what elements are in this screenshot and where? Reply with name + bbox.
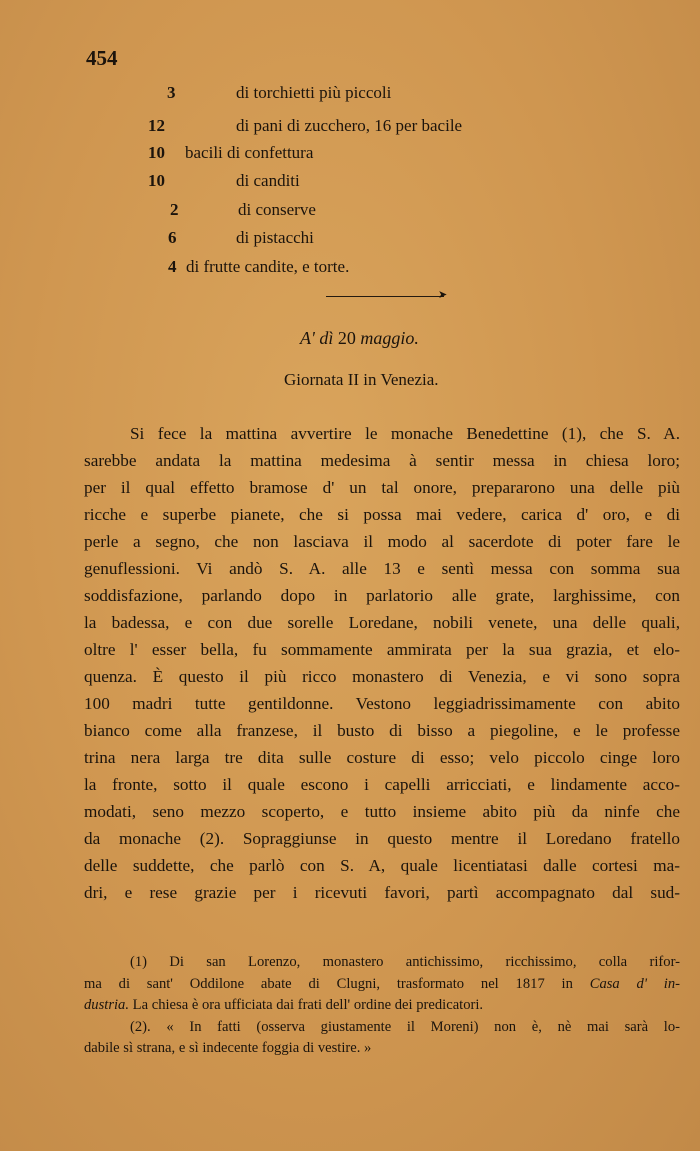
text-line: quenza. È questo il più ricco monastero di Venezia, e vi sono sopra <box>84 667 680 686</box>
text-line: Si fece la mattina avvertire le monache Benedettine (1), che S. A. <box>130 424 680 443</box>
text-line: modati, seno mezzo scoperto, e tutto insieme abito più da ninfe che <box>84 802 680 821</box>
footnote-1-line <box>84 974 680 996</box>
text-line: sarebbe andata la mattina medesima à sentir messa in chiesa loro; <box>84 451 680 470</box>
footnote-1-line: (1) Di san Lorenzo, monastero antichissimo, ricchissimo, colla rifor- <box>130 954 680 970</box>
text-line: trina nera larga tre dita sulle costure di esso; velo piccolo cinge loro <box>84 748 680 767</box>
list-qty: 2 <box>170 200 179 219</box>
footnotes <box>84 952 680 1060</box>
list-desc: di torchietti più piccoli <box>236 83 392 102</box>
date-heading <box>300 328 419 349</box>
list-desc: di canditi <box>236 171 300 190</box>
footnote-2-line: (2). « In fatti (osserva giustamente il Moreni) non è, nè mai sarà lo- <box>130 1018 680 1035</box>
text-line: la badessa, e con due sorelle Loredane, nobili venete, una delle quali, <box>84 613 680 632</box>
list-desc: di pani di zucchero, 16 per bacile <box>236 116 463 135</box>
text-line: dri, e rese grazie per i ricevuti favori, partì accompagnato dal sud- <box>84 883 680 902</box>
text-line: per il qual effetto bramose d' un tal onore, prepararono una delle più <box>84 478 680 497</box>
text-line: genuflessioni. Vi andò S. A. alle 13 e sentì messa con somma sua <box>84 559 680 578</box>
text-line: oltre l' esser bella, fu sommamente ammirata per la sua grazia, et elo- <box>84 640 680 659</box>
text-line: 100 madri tutte gentildonne. Vestono leggiadrissimamente con abito <box>84 694 680 713</box>
list-qty: 10 <box>148 143 165 162</box>
list-desc: di conserve <box>238 200 316 219</box>
text-line: soddisfazione, parlando dopo in parlatorio alle grate, larghissime, con <box>84 586 680 605</box>
date-day: 20 <box>337 328 356 348</box>
list-qty: 12 <box>148 116 165 135</box>
text-line: ricche e superbe pianete, che si possa mai vedere, carica d' oro, e di <box>84 505 680 524</box>
list-desc: di pistacchi <box>236 228 314 247</box>
footnote-text: La chiesa è ora ufficiata dai frati dell' ordine dei predicatori. <box>132 997 484 1013</box>
main-text <box>84 420 680 906</box>
text-line: delle suddette, che parlò con S. A, quale licentiatasi dalle cortesi ma- <box>84 856 680 875</box>
footnote-italic: dustria. <box>84 997 130 1013</box>
list-qty: 6 <box>168 228 177 247</box>
date-month: maggio. <box>360 328 419 348</box>
date-prefix: A' dì <box>300 328 334 348</box>
text-line: bianco come alla franzese, il busto di bisso a piegoline, e le professe <box>84 721 680 740</box>
page-number: 454 <box>86 46 118 70</box>
footnote-text: ma di sant' Oddilone abate di Clugni, trasformato nel 1817 in <box>84 975 573 992</box>
section-divider <box>326 296 444 297</box>
footnote-2-line: dabile sì strana, e sì indecente foggia di vestire. » <box>84 1040 372 1056</box>
text-line: perle a segno, che non lasciava il modo al sacerdote di poter fare le <box>84 532 680 551</box>
list-qty: 4 <box>168 257 177 276</box>
footnote-1-line <box>84 995 680 1017</box>
list-qty: 10 <box>148 171 165 190</box>
day-heading: Giornata II in Venezia. <box>284 370 439 389</box>
divider-arrow-icon: ➤ <box>438 289 448 301</box>
text-line: la fronte, sotto il quale escono i capelli arricciati, e lindamente acco- <box>84 775 680 794</box>
list-qty: 3 <box>167 83 176 102</box>
footnote-italic: Casa d' in- <box>589 975 680 992</box>
text-line: da monache (2). Sopraggiunse in questo mentre il Loredano fratello <box>84 829 680 848</box>
list-desc: di frutte candite, e torte. <box>186 257 350 276</box>
list-desc: bacili di confettura <box>185 143 314 162</box>
